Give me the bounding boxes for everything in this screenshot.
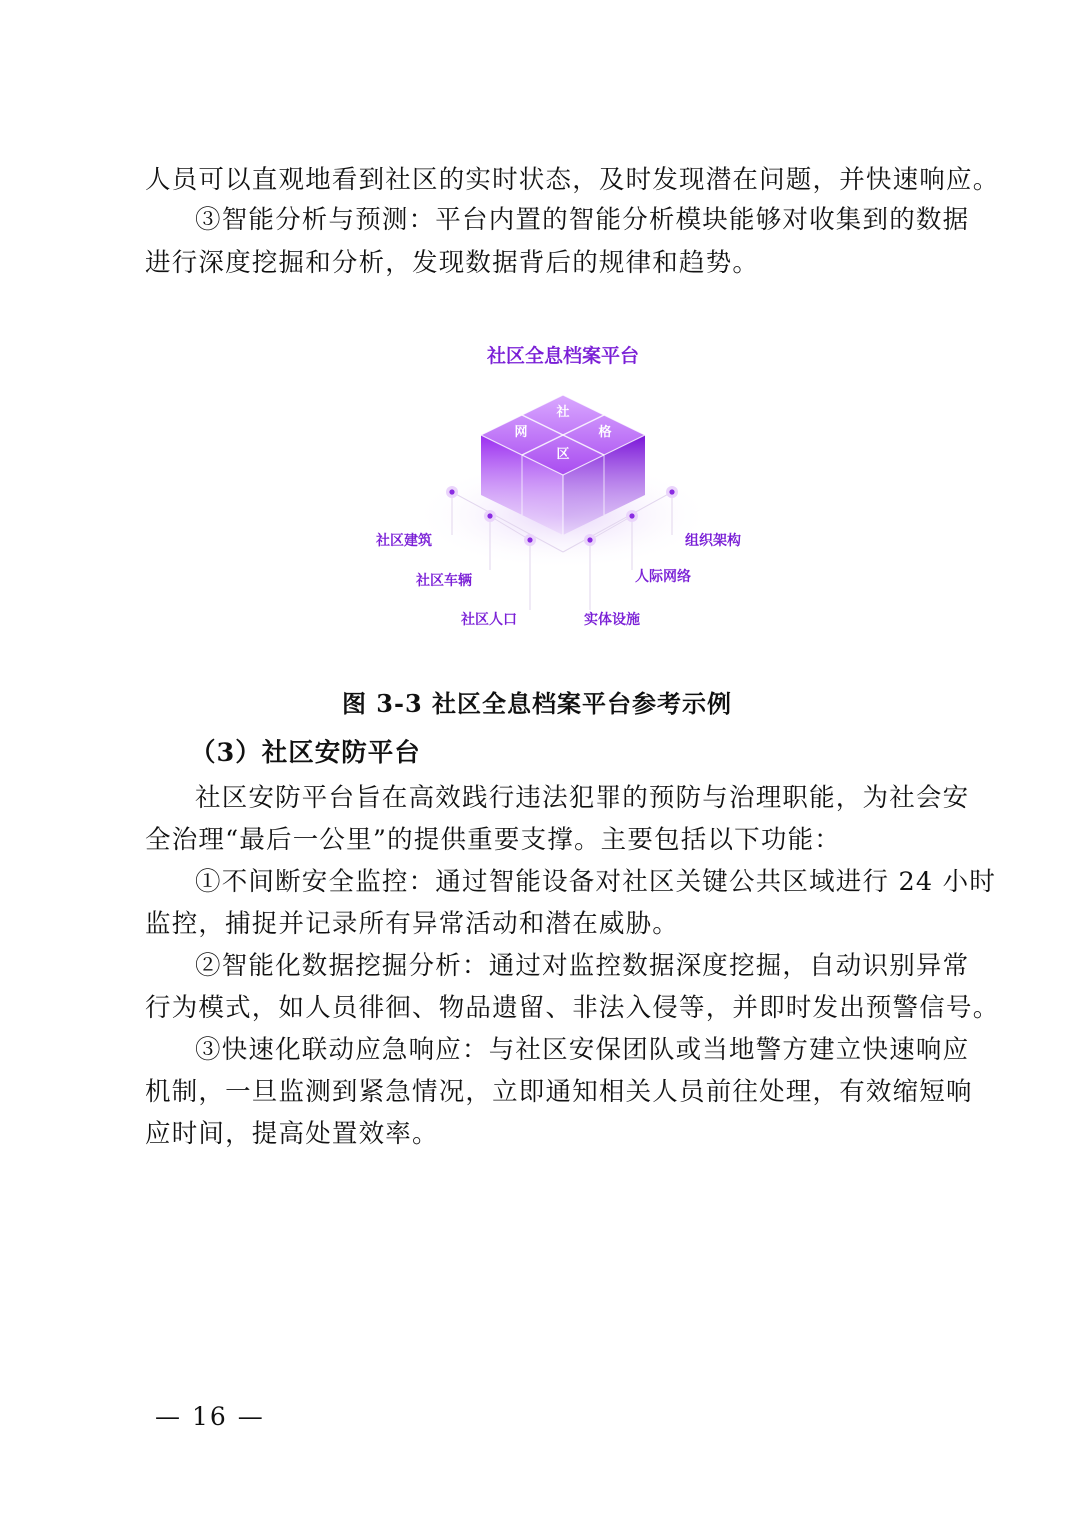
cube-label: 区 bbox=[556, 447, 570, 462]
paragraph-line: 人员可以直观地看到社区的实时状态，及时发现潜在问题，并快速响应。 bbox=[145, 165, 1000, 195]
label-left: 社区车辆 bbox=[416, 573, 472, 589]
label-right: 人际网络 bbox=[635, 569, 691, 585]
figure-community-archive-platform bbox=[340, 330, 760, 640]
paragraph-line: 应时间，提高处置效率。 bbox=[145, 1119, 439, 1149]
section-heading: （3）社区安防平台 bbox=[190, 738, 421, 768]
label-right: 组织架构 bbox=[685, 533, 741, 549]
paragraph-line: ①不间断安全监控：通过智能设备对社区关键公共区域进行 24 小时 bbox=[195, 867, 997, 897]
page-number: — 16 — bbox=[155, 1402, 265, 1431]
label-left: 社区人口 bbox=[461, 612, 517, 628]
figure-caption: 图 3-3 社区全息档案平台参考示例 bbox=[341, 689, 733, 718]
paragraph-line: 进行深度挖掘和分析，发现数据背后的规律和趋势。 bbox=[145, 248, 760, 278]
paragraph-line: 机制，一旦监测到紧急情况，立即通知相关人员前往处理，有效缩短响 bbox=[145, 1077, 973, 1107]
paragraph-line: 社区安防平台旨在高效践行违法犯罪的预防与治理职能，为社会安 bbox=[195, 783, 970, 813]
paragraph-line: 全治理“最后一公里”的提供重要支撑。主要包括以下功能： bbox=[145, 825, 841, 855]
figure-title: 社区全息档案平台 bbox=[486, 345, 640, 367]
cube-label: 社 bbox=[556, 405, 570, 420]
label-right: 实体设施 bbox=[584, 612, 640, 628]
paragraph-line: 监控，捕捉并记录所有异常活动和潜在威胁。 bbox=[145, 909, 680, 939]
paragraph-line: ②智能化数据挖掘分析：通过对监控数据深度挖掘，自动识别异常 bbox=[195, 951, 970, 981]
paragraph-line: ③快速化联动应急响应：与社区安保团队或当地警方建立快速响应 bbox=[195, 1035, 970, 1065]
label-left: 社区建筑 bbox=[376, 533, 432, 549]
figure-diagram bbox=[340, 330, 760, 640]
paragraph-line: 行为模式，如人员徘徊、物品遗留、非法入侵等，并即时发出预警信号。 bbox=[145, 993, 1000, 1023]
paragraph-line: ③智能分析与预测：平台内置的智能分析模块能够对收集到的数据 bbox=[195, 205, 970, 235]
cube-label: 格 bbox=[598, 425, 612, 440]
cube-label: 网 bbox=[514, 425, 528, 440]
